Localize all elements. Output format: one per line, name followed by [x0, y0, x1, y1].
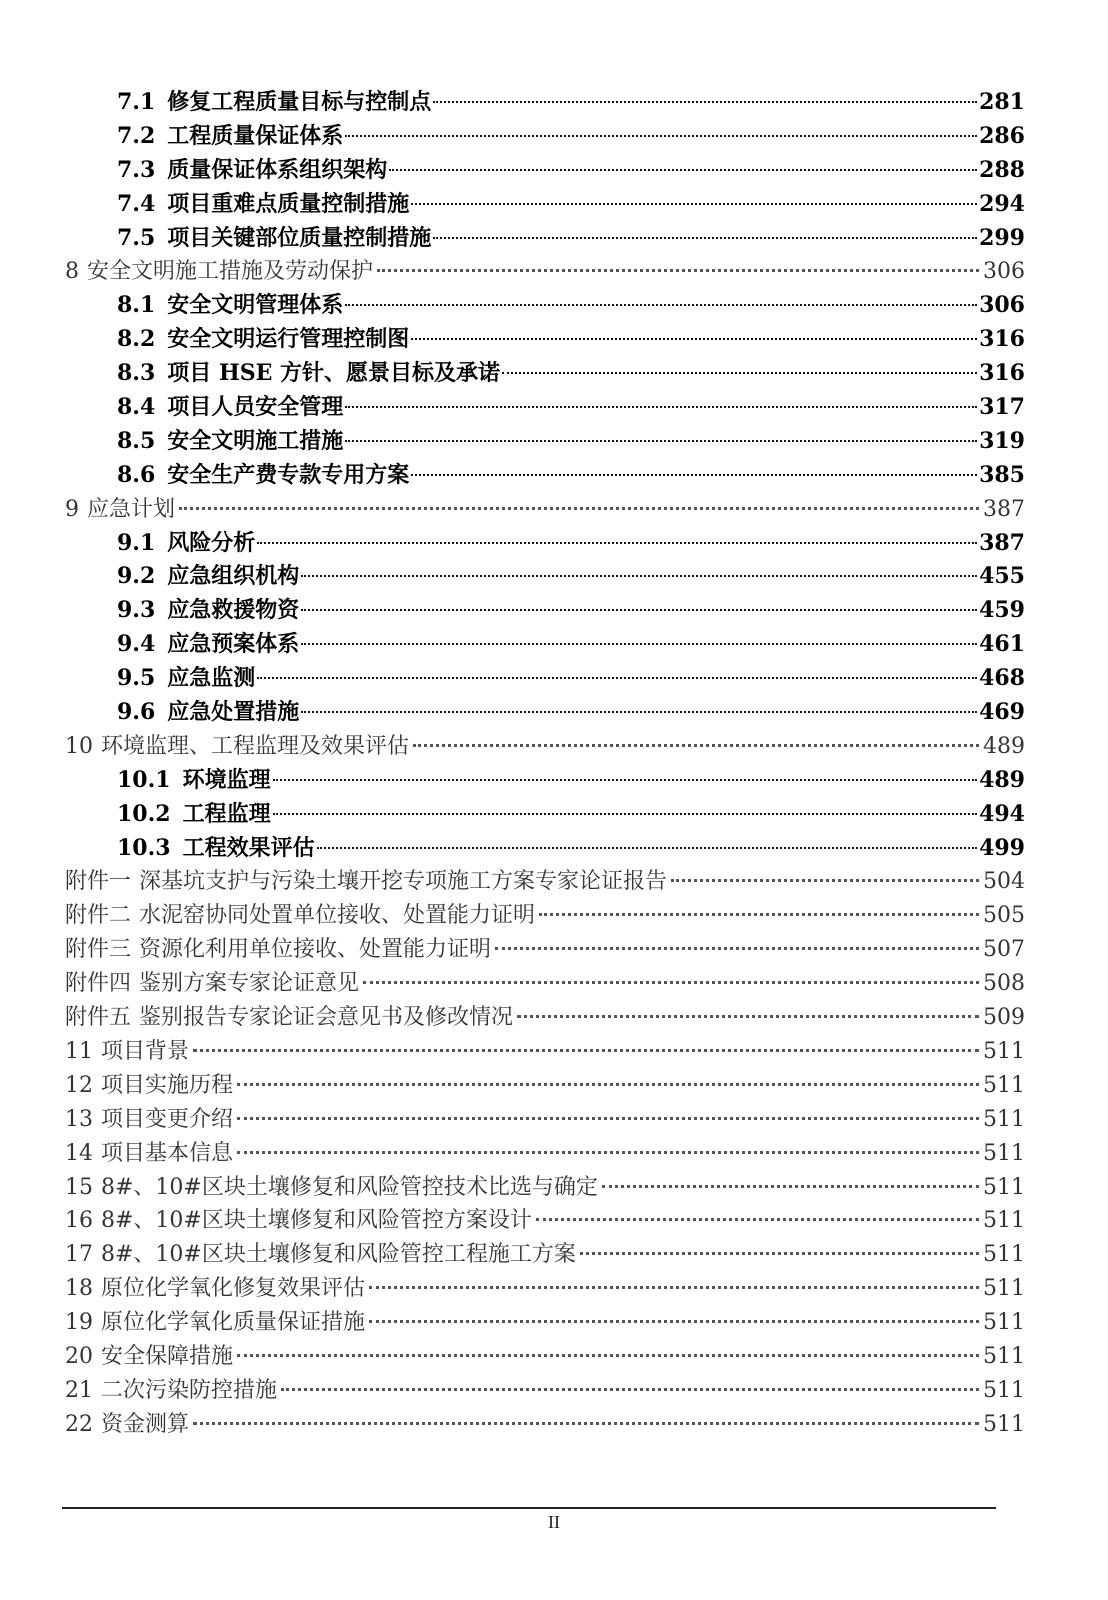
dot-leader	[237, 1354, 979, 1357]
toc-entry-page: 319	[979, 427, 1025, 454]
toc-entry-number: 7.2	[117, 122, 156, 149]
toc-entry-page: 511	[983, 1140, 1025, 1166]
toc-entry[interactable]	[65, 459, 1025, 493]
toc-entry[interactable]	[65, 357, 1025, 391]
toc-entry[interactable]	[65, 696, 1025, 730]
dot-leader	[345, 440, 977, 442]
dot-leader	[301, 643, 977, 645]
dot-leader	[317, 847, 977, 849]
dot-leader	[237, 1151, 979, 1154]
toc-entry-title: 应急处置措施	[167, 699, 300, 726]
dot-leader	[411, 203, 977, 205]
dot-leader	[413, 744, 979, 747]
toc-entry-number: 19	[65, 1310, 93, 1336]
toc-entry-title: 工程监理	[182, 800, 271, 827]
toc-entry-title: 安全保障措施	[101, 1343, 234, 1369]
toc-entry[interactable]	[65, 1103, 1025, 1137]
dot-leader	[389, 169, 977, 171]
toc-entry[interactable]	[65, 594, 1025, 628]
toc-entry-number: 8.1	[117, 292, 156, 319]
toc-entry-page: 511	[983, 1276, 1025, 1302]
toc-entry-title: 项目人员安全管理	[167, 394, 344, 421]
toc-entry-page: 511	[983, 1377, 1025, 1403]
toc-entry[interactable]	[65, 730, 1025, 764]
toc-entry-page: 461	[979, 631, 1025, 658]
dot-leader	[495, 947, 979, 950]
toc-entry-title: 二次污染防控措施	[101, 1377, 278, 1403]
toc-entry-title: 工程质量保证体系	[167, 122, 344, 149]
toc-entry-page: 511	[983, 1208, 1025, 1234]
toc-entry-page: 281	[979, 89, 1025, 115]
toc-entry-number: 8.2	[117, 326, 156, 353]
toc-entry-page: 511	[983, 1343, 1025, 1369]
toc-entry-page: 504	[983, 869, 1025, 895]
toc-entry-page: 317	[979, 394, 1025, 421]
toc-entry-page: 316	[979, 360, 1025, 387]
toc-entry-number: 12	[65, 1072, 93, 1098]
toc-entry-number: 16	[65, 1208, 93, 1234]
toc-entry-page: 306	[983, 259, 1025, 285]
toc-entry-number: 10.2	[117, 800, 171, 827]
toc-entry-number: 9.2	[117, 563, 156, 590]
dot-leader	[193, 1422, 979, 1425]
dot-leader	[580, 1252, 979, 1255]
dot-leader	[237, 1117, 979, 1120]
dot-leader	[602, 1185, 979, 1188]
toc-entry-page: 286	[979, 122, 1025, 149]
toc-entry-title: 资金测算	[101, 1411, 190, 1437]
toc-entry-page: 511	[983, 1072, 1025, 1098]
toc-entry-title: 项目实施历程	[101, 1072, 234, 1098]
toc-entry-title: 项目重难点质量控制措施	[167, 190, 410, 217]
toc-entry-page: 294	[979, 190, 1025, 217]
toc-entry-page: 511	[983, 1106, 1025, 1132]
toc-entry-number: 8.4	[117, 394, 156, 421]
toc-entry-title: 项目背景	[101, 1038, 190, 1064]
dot-leader	[273, 813, 977, 815]
toc-entry[interactable]	[65, 628, 1025, 662]
toc-entry-title: 安全文明管理体系	[167, 292, 344, 319]
toc-entry-number: 21	[65, 1377, 93, 1403]
toc-entry-number: 9	[65, 496, 79, 522]
toc-entry-title: 深基坑支护与污染土壤开挖专项施工方案专家论证报告	[139, 869, 668, 895]
toc-entry-title: 质量保证体系组织架构	[167, 156, 388, 183]
toc-entry-number: 7.5	[117, 224, 156, 251]
dot-leader	[257, 542, 977, 544]
toc-entry[interactable]	[65, 967, 1025, 1001]
toc-entry-number: 10	[65, 733, 93, 759]
toc-entry-number: 14	[65, 1140, 93, 1166]
toc-entry-title: 项目变更介绍	[101, 1106, 234, 1132]
toc-entry-page: 459	[979, 597, 1025, 624]
toc-entry-page: 316	[979, 326, 1025, 353]
dot-leader	[502, 372, 977, 374]
dot-leader	[345, 304, 977, 306]
toc-entry-number: 8.5	[117, 427, 156, 454]
toc-entry-page: 306	[979, 292, 1025, 319]
toc-entry-title: 项目 HSE 方针、愿景目标及承诺	[167, 360, 501, 387]
toc-entry-title: 修复工程质量目标与控制点	[167, 89, 432, 115]
toc-entry-number: 9.6	[117, 699, 156, 726]
toc-entry-title: 水泥窑协同处置单位接收、处置能力证明	[139, 903, 536, 929]
toc-entry-number: 9.4	[117, 631, 156, 658]
toc-entry[interactable]	[65, 662, 1025, 696]
toc-entry-page: 489	[983, 733, 1025, 759]
toc-entry[interactable]	[65, 1340, 1025, 1374]
toc-entry[interactable]	[65, 222, 1025, 256]
toc-entry-title: 应急预案体系	[167, 631, 300, 658]
dot-leader	[301, 575, 977, 577]
toc-entry-title: 鉴别方案专家论证意见	[139, 971, 360, 997]
toc-entry-page: 299	[979, 224, 1025, 251]
toc-entry[interactable]	[65, 899, 1025, 933]
dot-leader	[377, 269, 979, 272]
toc-entry-page: 385	[979, 461, 1025, 488]
toc-entry-number: 7.1	[117, 89, 156, 115]
toc-entry[interactable]	[65, 425, 1025, 459]
dot-leader	[301, 711, 977, 713]
toc-entry-title: 8#、10#区块土壤修复和风险管控工程施工方案	[101, 1242, 576, 1268]
toc-entry-page: 509	[983, 1005, 1025, 1031]
dot-leader	[257, 677, 977, 679]
toc-entry-page: 455	[979, 563, 1025, 590]
toc-entry-number: 附件二	[65, 903, 132, 929]
toc-entry-number: 附件四	[65, 971, 132, 997]
toc-entry[interactable]	[65, 391, 1025, 425]
toc-entry-page: 511	[983, 1310, 1025, 1336]
toc-entry-title: 原位化学氧化修复效果评估	[101, 1276, 366, 1302]
toc-entry-page: 494	[979, 800, 1025, 827]
toc-entry-number: 17	[65, 1242, 93, 1268]
toc-entry[interactable]	[65, 1272, 1025, 1306]
toc-entry[interactable]	[65, 865, 1025, 899]
toc-entry-title: 原位化学氧化质量保证措施	[101, 1310, 366, 1336]
toc-entry-page: 511	[983, 1411, 1025, 1437]
toc-entry-number: 10.1	[117, 766, 171, 793]
toc-entry[interactable]	[65, 86, 1025, 120]
toc-entry[interactable]	[65, 798, 1025, 832]
dot-leader	[179, 507, 979, 510]
toc-entry[interactable]	[65, 1171, 1025, 1205]
dot-leader	[237, 1083, 979, 1086]
dot-leader	[193, 1049, 979, 1052]
toc-entry-number: 13	[65, 1106, 93, 1132]
toc-entry-number: 9.1	[117, 529, 156, 556]
toc-entry[interactable]	[65, 527, 1025, 561]
toc-entry-number: 附件三	[65, 937, 132, 963]
toc-entry[interactable]	[65, 289, 1025, 323]
dot-leader	[369, 1286, 979, 1289]
dot-leader	[345, 135, 977, 137]
toc-entry[interactable]	[65, 933, 1025, 967]
dot-leader	[536, 1218, 979, 1221]
toc-entry[interactable]	[65, 323, 1025, 357]
toc-entry[interactable]	[65, 1238, 1025, 1272]
toc-entry-number: 7.4	[117, 190, 156, 217]
toc-entry-page: 288	[979, 156, 1025, 183]
toc-entry-number: 11	[65, 1038, 93, 1064]
toc-entry-number: 9.5	[117, 665, 156, 692]
toc-entry-title: 安全文明施工措施及劳动保护	[87, 259, 374, 285]
toc-entry-page: 505	[983, 903, 1025, 929]
toc-entry-number: 22	[65, 1411, 93, 1437]
toc-entry[interactable]	[65, 764, 1025, 798]
toc-entry-title: 安全文明施工措施	[167, 427, 344, 454]
toc-entry-title: 项目关键部位质量控制措施	[167, 224, 432, 251]
toc-entry-title: 鉴别报告专家论证会意见书及修改情况	[139, 1005, 514, 1031]
toc-entry-page: 511	[983, 1242, 1025, 1268]
dot-leader	[411, 338, 977, 340]
toc-entry-number: 8	[65, 259, 79, 285]
toc-entry-number: 15	[65, 1174, 93, 1200]
toc-entry[interactable]	[65, 188, 1025, 222]
toc-entry-page: 387	[979, 529, 1025, 556]
toc-entry[interactable]	[65, 832, 1025, 866]
toc-entry-number: 8.6	[117, 461, 156, 488]
toc-entry-page: 511	[983, 1174, 1025, 1200]
footer-divider	[62, 1507, 996, 1509]
dot-leader	[273, 779, 977, 781]
toc-entry[interactable]	[65, 154, 1025, 188]
toc-entry[interactable]	[65, 1306, 1025, 1340]
toc-entry-title: 工程效果评估	[182, 834, 315, 861]
toc-entry-number: 18	[65, 1276, 93, 1302]
toc-entry[interactable]	[65, 493, 1025, 527]
toc-entry-page: 499	[979, 834, 1025, 861]
dot-leader	[517, 1015, 979, 1018]
dot-leader	[345, 406, 977, 408]
dot-leader	[301, 609, 977, 611]
toc-entry-title: 风险分析	[167, 529, 256, 556]
dot-leader	[433, 237, 977, 239]
toc-entry[interactable]	[65, 255, 1025, 289]
toc-entry-page: 508	[983, 971, 1025, 997]
dot-leader	[363, 981, 979, 984]
dot-leader	[369, 1320, 979, 1323]
toc-entry-number: 附件一	[65, 869, 132, 895]
toc-entry[interactable]	[65, 1069, 1025, 1103]
toc-entry[interactable]	[65, 1137, 1025, 1171]
toc-entry-page: 468	[979, 665, 1025, 692]
toc-entry[interactable]	[65, 120, 1025, 154]
table-of-contents	[65, 86, 1025, 1442]
toc-entry[interactable]	[65, 1204, 1025, 1238]
dot-leader	[671, 879, 979, 882]
toc-entry-title: 资源化利用单位接收、处置能力证明	[139, 937, 492, 963]
toc-entry[interactable]	[65, 1374, 1025, 1408]
toc-entry-title: 应急组织机构	[167, 563, 300, 590]
footer-page-number: II	[548, 1512, 560, 1532]
dot-leader	[539, 913, 979, 916]
toc-entry-title: 8#、10#区块土壤修复和风险管控技术比选与确定	[101, 1174, 598, 1200]
toc-entry-page: 489	[979, 766, 1025, 793]
toc-entry-title: 应急计划	[87, 496, 176, 522]
toc-entry-number: 7.3	[117, 156, 156, 183]
toc-entry[interactable]	[65, 560, 1025, 594]
dot-leader	[411, 474, 977, 476]
dot-leader	[433, 101, 977, 103]
toc-entry-page: 511	[983, 1038, 1025, 1064]
toc-entry[interactable]	[65, 1035, 1025, 1069]
toc-entry-number: 20	[65, 1343, 93, 1369]
toc-entry-number: 8.3	[117, 360, 156, 387]
toc-entry-page: 469	[979, 699, 1025, 726]
toc-entry-title: 安全生产费专款专用方案	[167, 461, 410, 488]
toc-entry-title: 环境监理	[182, 766, 271, 793]
toc-entry-title: 应急救援物资	[167, 597, 300, 624]
toc-entry-number: 附件五	[65, 1005, 132, 1031]
toc-entry-title: 项目基本信息	[101, 1140, 234, 1166]
toc-entry[interactable]	[65, 1001, 1025, 1035]
dot-leader	[281, 1388, 979, 1391]
toc-entry-title: 安全文明运行管理控制图	[167, 326, 410, 353]
toc-entry-page: 387	[983, 496, 1025, 522]
toc-entry-page: 507	[983, 937, 1025, 963]
toc-entry-title: 环境监理、工程监理及效果评估	[101, 733, 410, 759]
toc-entry[interactable]	[65, 1408, 1025, 1442]
toc-entry-number: 10.3	[117, 834, 171, 861]
toc-entry-number: 9.3	[117, 597, 156, 624]
toc-entry-title: 应急监测	[167, 665, 256, 692]
toc-entry-title: 8#、10#区块土壤修复和风险管控方案设计	[101, 1208, 532, 1234]
